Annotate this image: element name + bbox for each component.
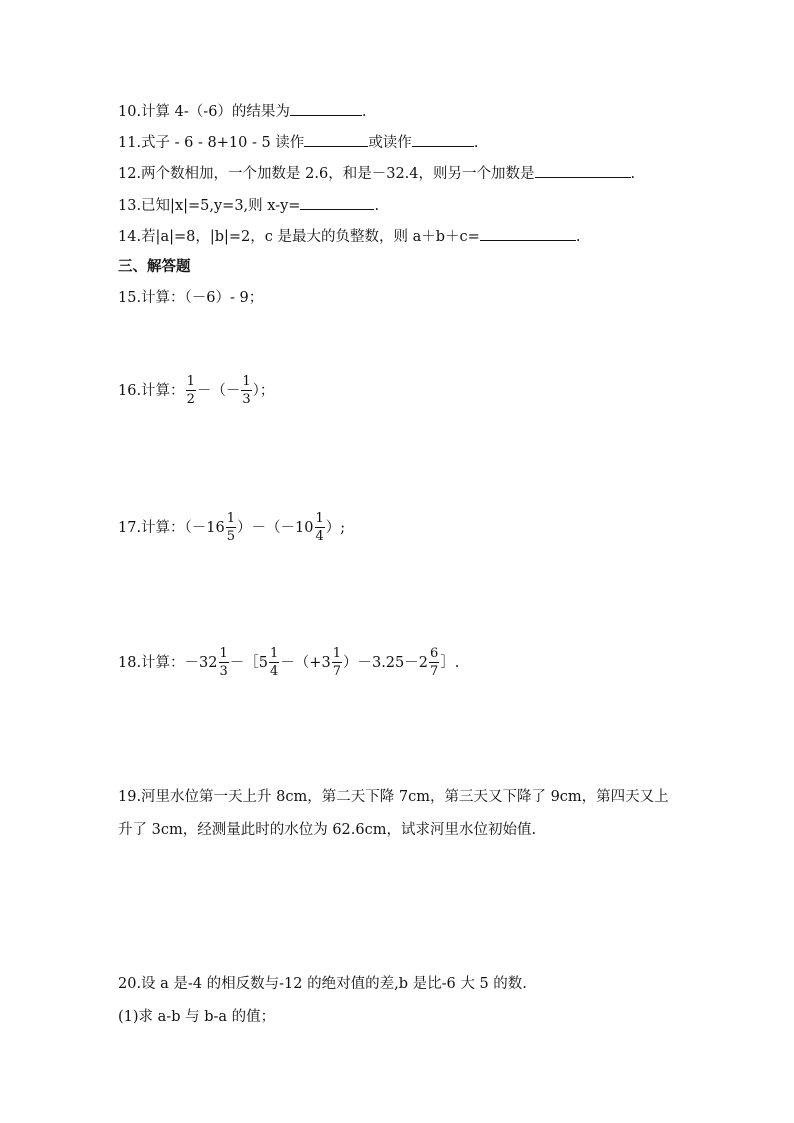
answer-blank[interactable]: [290, 101, 362, 116]
operator-text: －（－: [196, 382, 241, 399]
question-11-mid: 或读作: [368, 135, 412, 151]
question-16-prefix: 16.计算：: [118, 382, 185, 399]
operator-text: ）;: [325, 519, 346, 536]
operator-text: ）－（－10: [237, 519, 314, 536]
question-20-line-1: 20.设 a 是-4 的相反数与-12 的绝对值的差,b 是比-6 大 5 的数.: [118, 976, 527, 992]
operator-text: ）；: [252, 382, 275, 399]
fraction: $\frac{6}{7}$: [429, 646, 439, 679]
operator-text: －（+3: [280, 654, 331, 671]
answer-blank[interactable]: [304, 132, 368, 147]
question-11-end: .: [473, 135, 479, 151]
fraction: $\frac{1}{7}$: [332, 646, 341, 679]
question-16: [118, 375, 274, 406]
operator-text: ）－3.25－2: [342, 654, 428, 671]
question-14-end: .: [575, 229, 581, 245]
question-14-text: 14.若|a|=8，|b|=2，c 是最大的负整数，则 a＋b＋c=: [118, 229, 480, 245]
question-17-prefix: 17.计算：（－16: [118, 519, 225, 536]
question-20-part-1: (1)求 a-b 与 b-a 的值；: [118, 1009, 276, 1025]
question-19-line-2: 升了 3cm，经测量此时的水位为 62.6cm，试求河里水位初始值.: [118, 822, 537, 838]
question-10: [118, 101, 367, 122]
section-heading: 三、解答题: [118, 259, 191, 275]
operator-text: ］.: [440, 654, 460, 671]
answer-blank[interactable]: [412, 132, 474, 147]
fraction: $\frac{1}{4}$: [315, 511, 324, 544]
question-10-text: 10.计算 4-（-6）的结果为: [118, 104, 290, 120]
question-17: [118, 512, 345, 543]
question-12: [118, 163, 635, 184]
fraction: $\frac{1}{3}$: [242, 374, 251, 407]
question-12-end: .: [630, 166, 636, 182]
question-13-end: .: [374, 198, 380, 214]
question-19-line-1: 19.河里水位第一天上升 8cm，第二天下降 7cm，第三天又下降了 9cm，第四天又上: [118, 789, 669, 805]
question-12-text: 12.两个数相加，一个加数是 2.6，和是－32.4，则另一个加数是: [118, 166, 535, 182]
fraction: $\frac{1}{2}$: [186, 374, 195, 407]
answer-blank[interactable]: [480, 226, 576, 241]
question-14: [118, 226, 580, 247]
fraction: $\frac{1}{4}$: [270, 646, 279, 679]
fraction: $\frac{1}{5}$: [226, 511, 236, 544]
question-18: [118, 647, 459, 678]
question-13-text: 13.已知|x|=5,y=3,则 x-y=: [118, 198, 301, 214]
operator-text: －［5: [229, 654, 269, 671]
question-15: 15.计算：（－6）- 9；: [118, 290, 264, 306]
question-18-prefix: 18.计算：－32: [118, 654, 218, 671]
answer-blank[interactable]: [300, 195, 374, 210]
question-13: [118, 195, 379, 216]
fraction: $\frac{1}{3}$: [219, 646, 228, 679]
question-10-end: .: [361, 104, 367, 120]
question-11-text: 11.式子 - 6 - 8+10 - 5 读作: [118, 135, 305, 151]
answer-blank[interactable]: [535, 163, 631, 178]
question-11: [118, 132, 478, 153]
